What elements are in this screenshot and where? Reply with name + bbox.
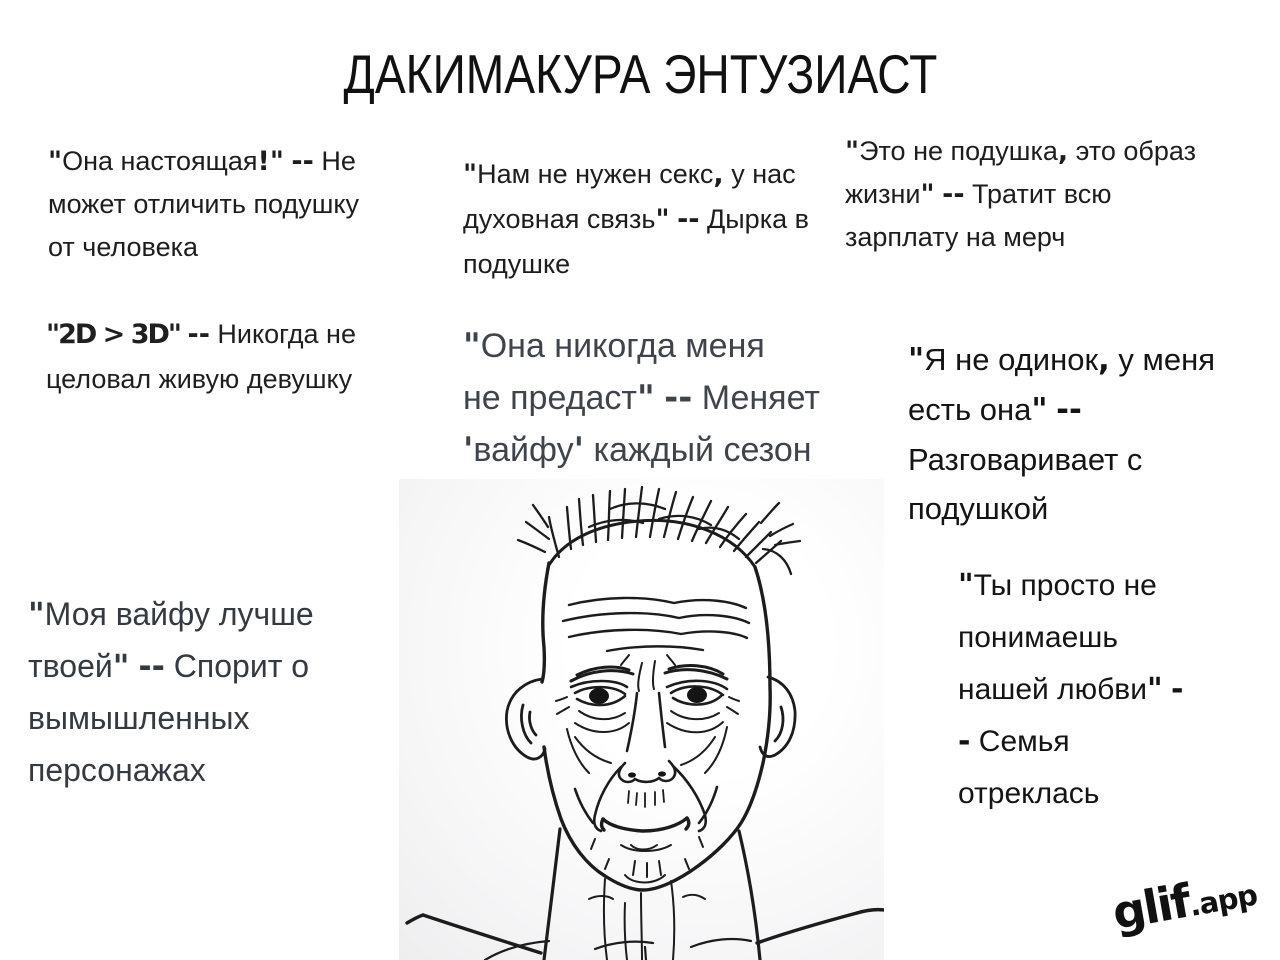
caption-line: целовал живую девушку (46, 364, 353, 394)
caption-line: зарплату на мерч (845, 222, 1066, 252)
caption-line: "Она настоящая!" -- Не (48, 146, 356, 177)
caption-rest: -- Никогда не (187, 319, 356, 350)
caption-quote-display: "2D > 3D" (46, 319, 180, 350)
caption-line: 'вайфу' каждый сезон (463, 430, 812, 470)
wojak-face-illustration (399, 479, 884, 960)
caption-line: Разговаривает с (908, 442, 1143, 477)
caption-line: жизни" -- Тратит всю (845, 179, 1112, 210)
caption-not-alone (908, 335, 1215, 533)
caption-line: - Семья (958, 724, 1070, 759)
glif-app-logo (1108, 862, 1260, 940)
page-title (0, 42, 1280, 106)
caption-spiritual-bond (463, 152, 809, 286)
caption-line: "Она никогда меня (463, 326, 765, 366)
caption-line: "Ты просто не (958, 568, 1157, 603)
caption-line: нашей любви" - (958, 672, 1184, 707)
caption-line: подушкой (908, 491, 1049, 526)
caption-line (46, 312, 356, 357)
caption-line: персонажах (28, 752, 206, 788)
caption-line: духовная связь" -- Дырка в (463, 204, 809, 235)
caption-my-waifu-better (28, 588, 314, 796)
caption-line: подушке (463, 249, 571, 279)
caption-line: не предаст" -- Меняет (463, 378, 820, 418)
caption-line: твоей" -- Спорит о (28, 647, 310, 685)
caption-line: вымышленных (28, 700, 250, 736)
caption-family-disowned (958, 560, 1183, 820)
caption-line: "Моя вайфу лучше (28, 595, 314, 633)
caption-line: отреклась (958, 777, 1100, 810)
caption-line: "Нам не нужен секс, у нас (463, 159, 796, 190)
caption-line: может отличить подушку (48, 189, 360, 219)
caption-line: "Это не подушка, это образ (845, 136, 1196, 167)
caption-2d-over-3d (46, 312, 356, 402)
caption-line: "Я не одинок, у меня (908, 342, 1215, 378)
caption-lifestyle (845, 130, 1196, 258)
caption-line: понимаешь (958, 621, 1118, 654)
caption-never-betray (463, 320, 820, 476)
portrait-panel (399, 479, 884, 960)
caption-she-is-real (48, 140, 359, 269)
glif-logo-domain: .app (1186, 877, 1260, 923)
page-title-text: ДАКИМАКУРА ЭНТУЗИАСТ (343, 43, 937, 105)
glif-logo-name: glif (1108, 873, 1194, 941)
caption-line: от человека (48, 232, 199, 262)
caption-line: есть она" -- (908, 392, 1082, 428)
